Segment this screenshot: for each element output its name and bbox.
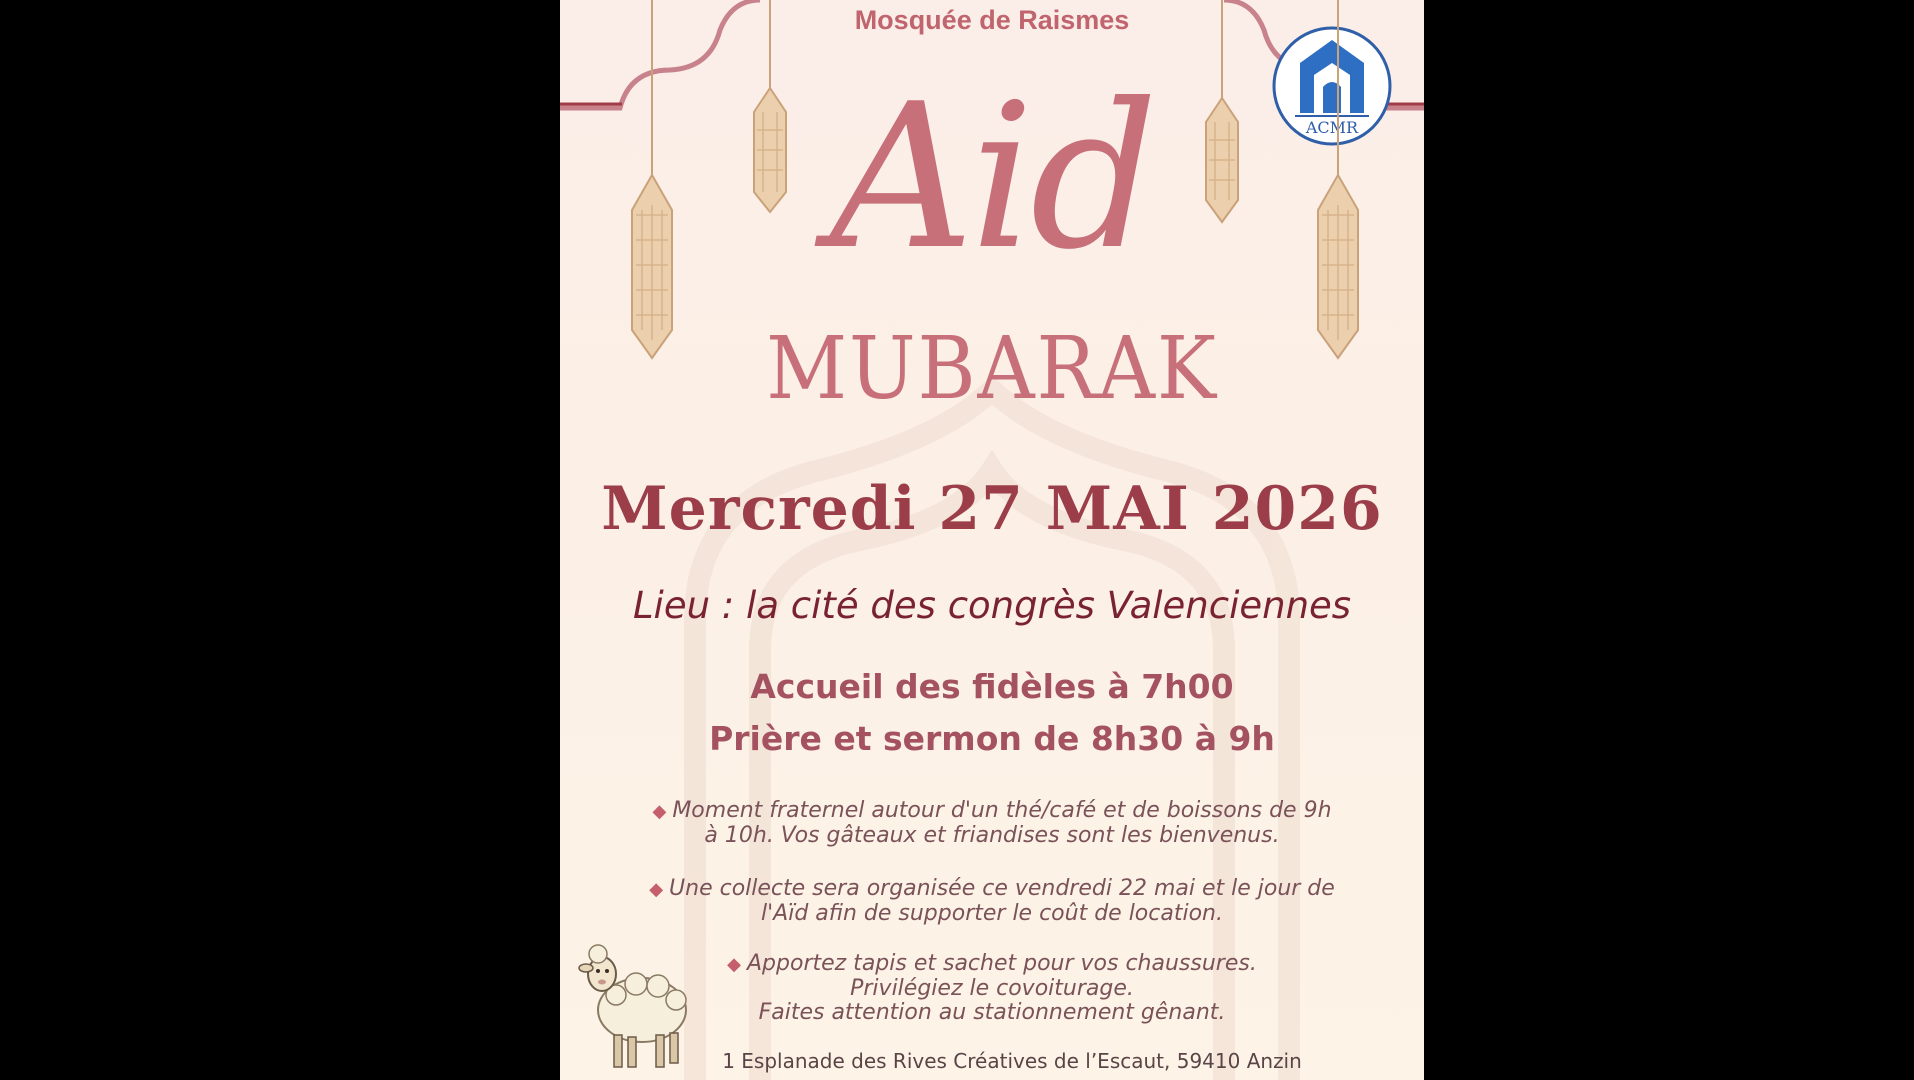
logo-text: ACMR [1305,118,1359,137]
note-line: Privilégiez le covoiturage. [850,976,1134,1001]
event-date: Mercredi 27 MAI 2026 [601,474,1383,544]
note-line: Moment fraternel autour d'un thé/café et de boissons de 9h [672,798,1332,823]
note-item [560,799,1424,848]
note-line: l'Aïd afin de supporter le coût de location. [761,901,1223,926]
welcome-time: Accueil des fidèles à 7h00 [750,667,1234,706]
diamond-bullet-icon: ◆ [727,954,741,975]
note-item [560,877,1424,926]
note-line: Apportez tapis et sachet pour vos chaussures. [747,951,1257,976]
note-line: à 10h. Vos gâteaux et friandises sont les bienvenus. [704,823,1280,848]
diamond-bullet-icon: ◆ [652,801,667,822]
event-address: 1 Esplanade des Rives Créatives de l’Escaut, 59410 Anzin [722,1049,1302,1073]
note-line: Faites attention au stationnement gênant. [758,1000,1226,1025]
note-line: Une collecte sera organisée ce vendredi 22 mai et le jour de [669,876,1335,901]
diamond-bullet-icon: ◆ [649,879,664,900]
mubarak-title: MUBARAK [766,319,1218,419]
event-poster [560,0,1424,1080]
aid-script-title: Aid [829,61,1155,294]
mosque-name-header: Mosquée de Raismes [854,5,1130,35]
prayer-time: Prière et sermon de 8h30 à 9h [709,719,1275,758]
event-venue: Lieu : la cité des congrès Valenciennes [632,584,1352,627]
